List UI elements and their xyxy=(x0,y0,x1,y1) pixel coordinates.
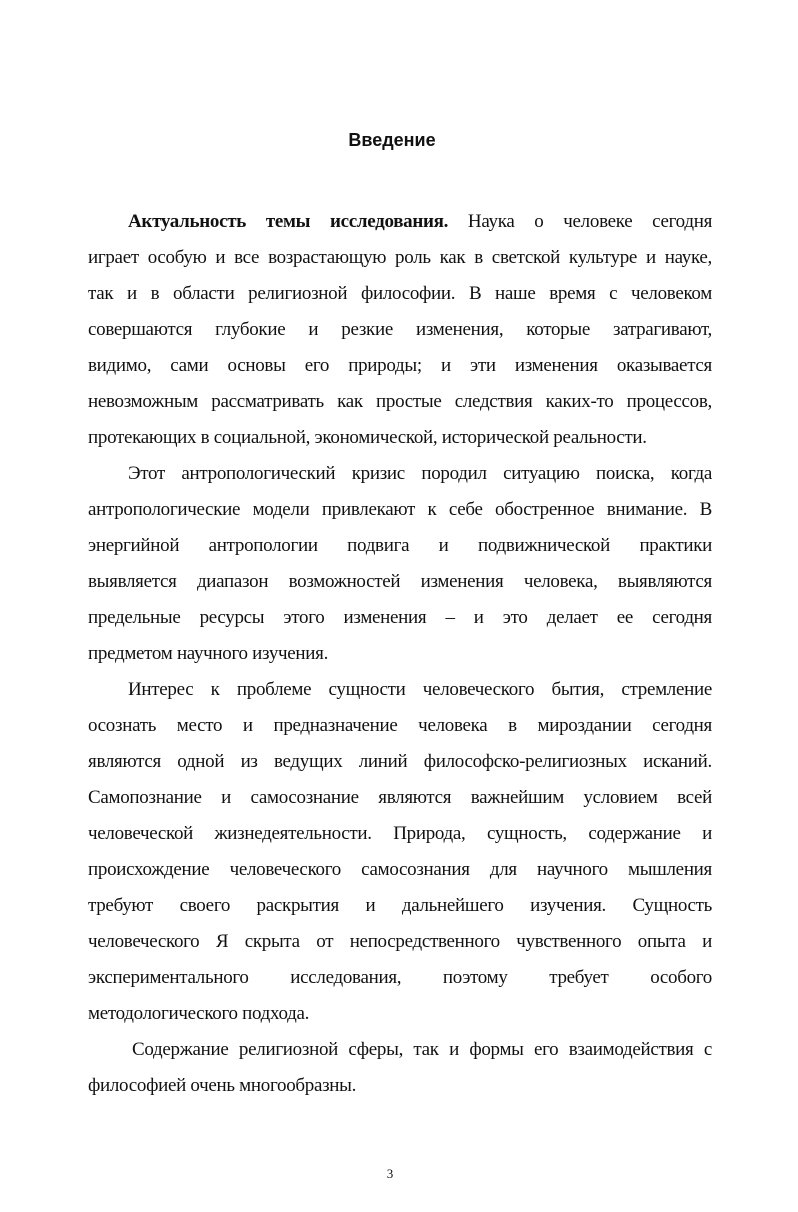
text-line: совершаются глубокие и резкие изменения, которые затрагивают, xyxy=(88,319,712,340)
text-line: происхождение человеческого самосознания для научного мышления xyxy=(88,859,712,880)
text-line: Интерес к проблеме сущности человеческого бытия, стремление xyxy=(128,679,712,700)
text-line: являются одной из ведущих линий философско-религиозных исканий. xyxy=(88,751,712,772)
text-line: Содержание религиозной сферы, так и формы его взаимодействия с xyxy=(132,1039,712,1060)
text-line: философией очень многообразны. xyxy=(88,1075,357,1096)
text-line: человеческой жизнедеятельности. Природа, сущность, содержание и xyxy=(88,823,712,844)
text-line: антропологические модели привлекают к себе обостренное внимание. В xyxy=(88,499,712,520)
text-line: человеческого Я скрыта от непосредственного чувственного опыта и xyxy=(88,931,712,952)
section-title: Введение xyxy=(348,130,436,150)
paragraph-crisis xyxy=(88,456,712,672)
paragraph-lead: Актуальность темы исследования. xyxy=(128,211,449,232)
paragraph-relevance xyxy=(88,204,712,456)
body-text xyxy=(88,204,712,1104)
text-line: невозможным рассматривать как простые следствия каких-то процессов, xyxy=(88,391,712,412)
paragraph-content xyxy=(88,1032,712,1104)
text-line: экспериментального исследования, поэтому требует особого xyxy=(88,967,712,988)
text-line: протекающих в социальной, экономической, исторической реальности. xyxy=(88,427,647,448)
text-line: методологического подхода. xyxy=(88,1003,310,1024)
text-line: осознать место и предназначение человека в мироздании сегодня xyxy=(88,715,712,736)
text-line: требуют своего раскрытия и дальнейшего изучения. Сущность xyxy=(88,895,712,916)
paragraph-interest xyxy=(88,672,712,1032)
text-line: видимо, сами основы его природы; и эти изменения оказывается xyxy=(88,355,712,376)
text-line: Самопознание и самосознание являются важнейшим условием всей xyxy=(88,787,712,808)
text-line xyxy=(88,204,712,240)
text-line: Этот антропологический кризис породил ситуацию поиска, когда xyxy=(128,463,712,484)
text-line: предметом научного изучения. xyxy=(88,643,329,664)
text-line: энергийной антропологии подвига и подвижнической практики xyxy=(88,535,712,556)
text-line: так и в области религиозной философии. В наше время с человеком xyxy=(88,283,712,304)
text-line: выявляется диапазон возможностей изменения человека, выявляются xyxy=(88,571,712,592)
text-line: предельные ресурсы этого изменения – и это делает ее сегодня xyxy=(88,607,712,628)
line-text: Наука о человеке сегодня xyxy=(448,211,712,232)
page-number: 3 xyxy=(386,1166,394,1181)
text-line: играет особую и все возрастающую роль как в светской культуре и науке, xyxy=(88,247,712,268)
